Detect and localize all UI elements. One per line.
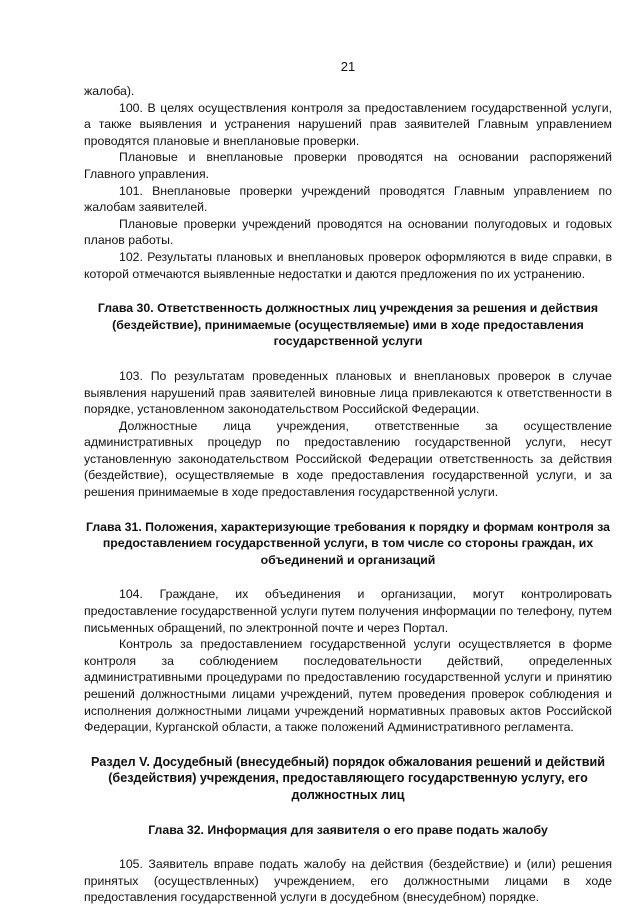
paragraph-105: 105. Заявитель вправе подать жалобу на действия (бездействие) и (или) решения принятых (осуществленных) учреждением, его должностными лицами в ходе предоставления государственной услуги в досудебном (внесудебном) порядке. bbox=[84, 857, 612, 905]
paragraph-102: 102. Результаты плановых и внеплановых проверок оформляются в виде справки, в которой отмечаются выявленные недостатки и даются предложения по их устранению. bbox=[84, 249, 612, 281]
paragraph-100: 100. В целях осуществления контроля за предоставлением государственной услуги, а также выявления и устранения нарушений прав заявителей Главным управлением проводятся плановые и внеплановые проверки. bbox=[84, 100, 612, 148]
chapter-30-heading: Глава 30. Ответственность должностных лиц учреждения за решения и действия (бездействие), принимаемые (осуществляемые) ими в ходе предоставления государственной услуги bbox=[97, 301, 599, 349]
paragraph-103: 103. По результатам проведенных плановых и внеплановых проверок в случае выявления нарушений прав заявителей виновные лица привлекаются к ответственности в порядке, установленном законодательством Российской Федерации. bbox=[84, 368, 612, 417]
document-page bbox=[84, 58, 612, 906]
paragraph-control-form: Контроль за предоставлением государственной услуги осуществляется в форме контроля за соблюдением последовательности действий, определенных административными процедурами по предоставлению государственной услуги и принятию решений должностными лицами учреждений, путем проведения проверок соблюдения и исполнения должностными лицами учреждений нормативных правовых актов Российской Федерации, Курганской области, а также положений Административного регламента. bbox=[84, 637, 612, 735]
paragraph-104: 104. Граждане, их объединения и организации, могут контролировать предоставление государственной услуги путем получения информации по телефону, путем письменных обращений, по электронной почте и через Портал. bbox=[84, 587, 612, 635]
paragraph-officials-responsibility: Должностные лица учреждения, ответственные за осуществление административных процедур по предоставлению государственной услуги, несут установленную законодательством Российской Федерации ответственность за действия (бездействие), осуществляемые в ходе предоставления государственной услуги, и за решения принимаемые в ходе предоставления государственной услуги. bbox=[84, 418, 612, 500]
paragraph-planned-basis: Плановые проверки учреждений проводятся на основании полугодовых и годовых планов работы. bbox=[84, 216, 612, 248]
section-5-heading: Раздел V. Досудебный (внесудебный) порядок обжалования решений и действий (бездействия) учреждения, предоставляющего государственную услугу, его должностных лиц bbox=[91, 754, 605, 802]
page-number: 21 bbox=[340, 59, 356, 74]
paragraph-planned-inspections: Плановые и внеплановые проверки проводятся на основании распоряжений Главного управления. bbox=[84, 150, 612, 181]
chapter-32-heading: Глава 32. Информация для заявителя о его праве подать жалобу bbox=[148, 822, 548, 837]
chapter-31-heading: Глава 31. Положения, характеризующие требования к порядку и формам контроля за предоставлением государственной услуги, в том числе со стороны граждан, их объединений и организаций bbox=[85, 519, 611, 567]
paragraph-101: 101. Внеплановые проверки учреждений проводятся Главным управлением по жалобам заявителей. bbox=[84, 183, 612, 215]
paragraph-continuation: жалоба). bbox=[84, 84, 135, 98]
